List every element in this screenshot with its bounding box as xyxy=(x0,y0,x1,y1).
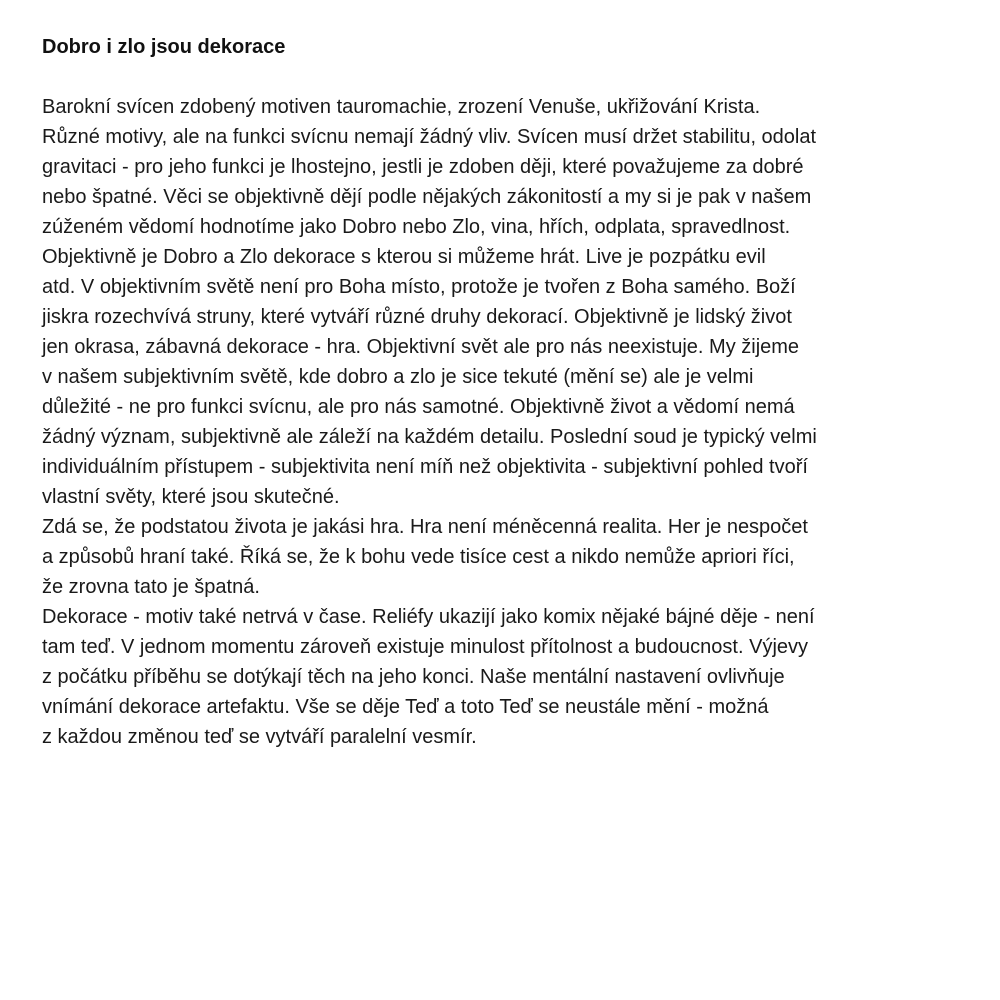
paragraph-line: jen okrasa, zábavná dekorace - hra. Objektivní svět ale pro nás neexistuje. My žijeme xyxy=(42,336,800,358)
paragraph-line: nebo špatné. Věci se objektivně dějí podle nějakých zákonitostí a my si je pak v našem xyxy=(42,186,812,208)
paragraph-line: že zrovna tato je špatná. xyxy=(42,576,260,598)
paragraph-line: Zdá se, že podstatou života je jakási hra. Hra není méněcenná realita. Her je nespočet xyxy=(42,516,808,538)
paragraph-1 xyxy=(42,92,974,512)
paragraph-line: žádný význam, subjektivně ale záleží na každém detailu. Poslední soud je typický velmi xyxy=(42,426,817,448)
paragraph-line: a způsobů hraní také. Říká se, že k bohu vede tisíce cest a nikdo nemůže apriori říci, xyxy=(42,546,795,568)
document-title: Dobro i zlo jsou dekorace xyxy=(42,36,286,58)
paragraph-line: Dekorace - motiv také netrvá v čase. Reliéfy ukazijí jako komix nějaké bájné děje - není xyxy=(42,606,815,628)
paragraph-line: jiskra rozechvívá struny, které vytváří různé druhy dekorací. Objektivně je lidský život xyxy=(42,306,792,328)
paragraph-line: Barokní svícen zdobený motiven tauromachie, zrození Venuše, ukřižování Krista. xyxy=(42,96,761,118)
document-body xyxy=(42,92,974,752)
paragraph-line: vlastní světy, které jsou skutečné. xyxy=(42,486,340,508)
paragraph-line: Různé motivy, ale na funkci svícnu nemají žádný vliv. Svícen musí držet stabilitu, odolat xyxy=(42,126,817,148)
paragraph-3 xyxy=(42,602,974,752)
paragraph-line: zúženém vědomí hodnotíme jako Dobro nebo Zlo, vina, hřích, odplata, spravedlnost. xyxy=(42,216,791,238)
paragraph-line: vnímání dekorace artefaktu. Vše se děje Teď a toto Teď se neustále mění - možná xyxy=(42,696,769,718)
paragraph-line: tam teď. V jednom momentu zároveň existuje minulost přítolnost a budoucnost. Výjevy xyxy=(42,636,809,658)
paragraph-line: atd. V objektivním světě není pro Boha místo, protože je tvořen z Boha samého. Boží xyxy=(42,276,796,298)
paragraph-line: důležité - ne pro funkci svícnu, ale pro nás samotné. Objektivně život a vědomí nemá xyxy=(42,396,795,418)
paragraph-line: z počátku příběhu se dotýkají těch na jeho konci. Naše mentální nastavení ovlivňuje xyxy=(42,666,785,688)
paragraph-line: individuálním přístupem - subjektivita není míň než objektivita - subjektivní pohled tvoří xyxy=(42,456,808,478)
paragraph-line: Objektivně je Dobro a Zlo dekorace s kterou si můžeme hrát. Live je pozpátku evil xyxy=(42,246,766,268)
paragraph-2 xyxy=(42,512,974,602)
paragraph-line: gravitaci - pro jeho funkci je lhostejno, jestli je zdoben ději, které považujeme za dobré xyxy=(42,156,804,178)
paragraph-line: z každou změnou teď se vytváří paralelní vesmír. xyxy=(42,726,477,748)
paragraph-line: v našem subjektivním světě, kde dobro a zlo je sice tekuté (mění se) ale je velmi xyxy=(42,366,754,388)
